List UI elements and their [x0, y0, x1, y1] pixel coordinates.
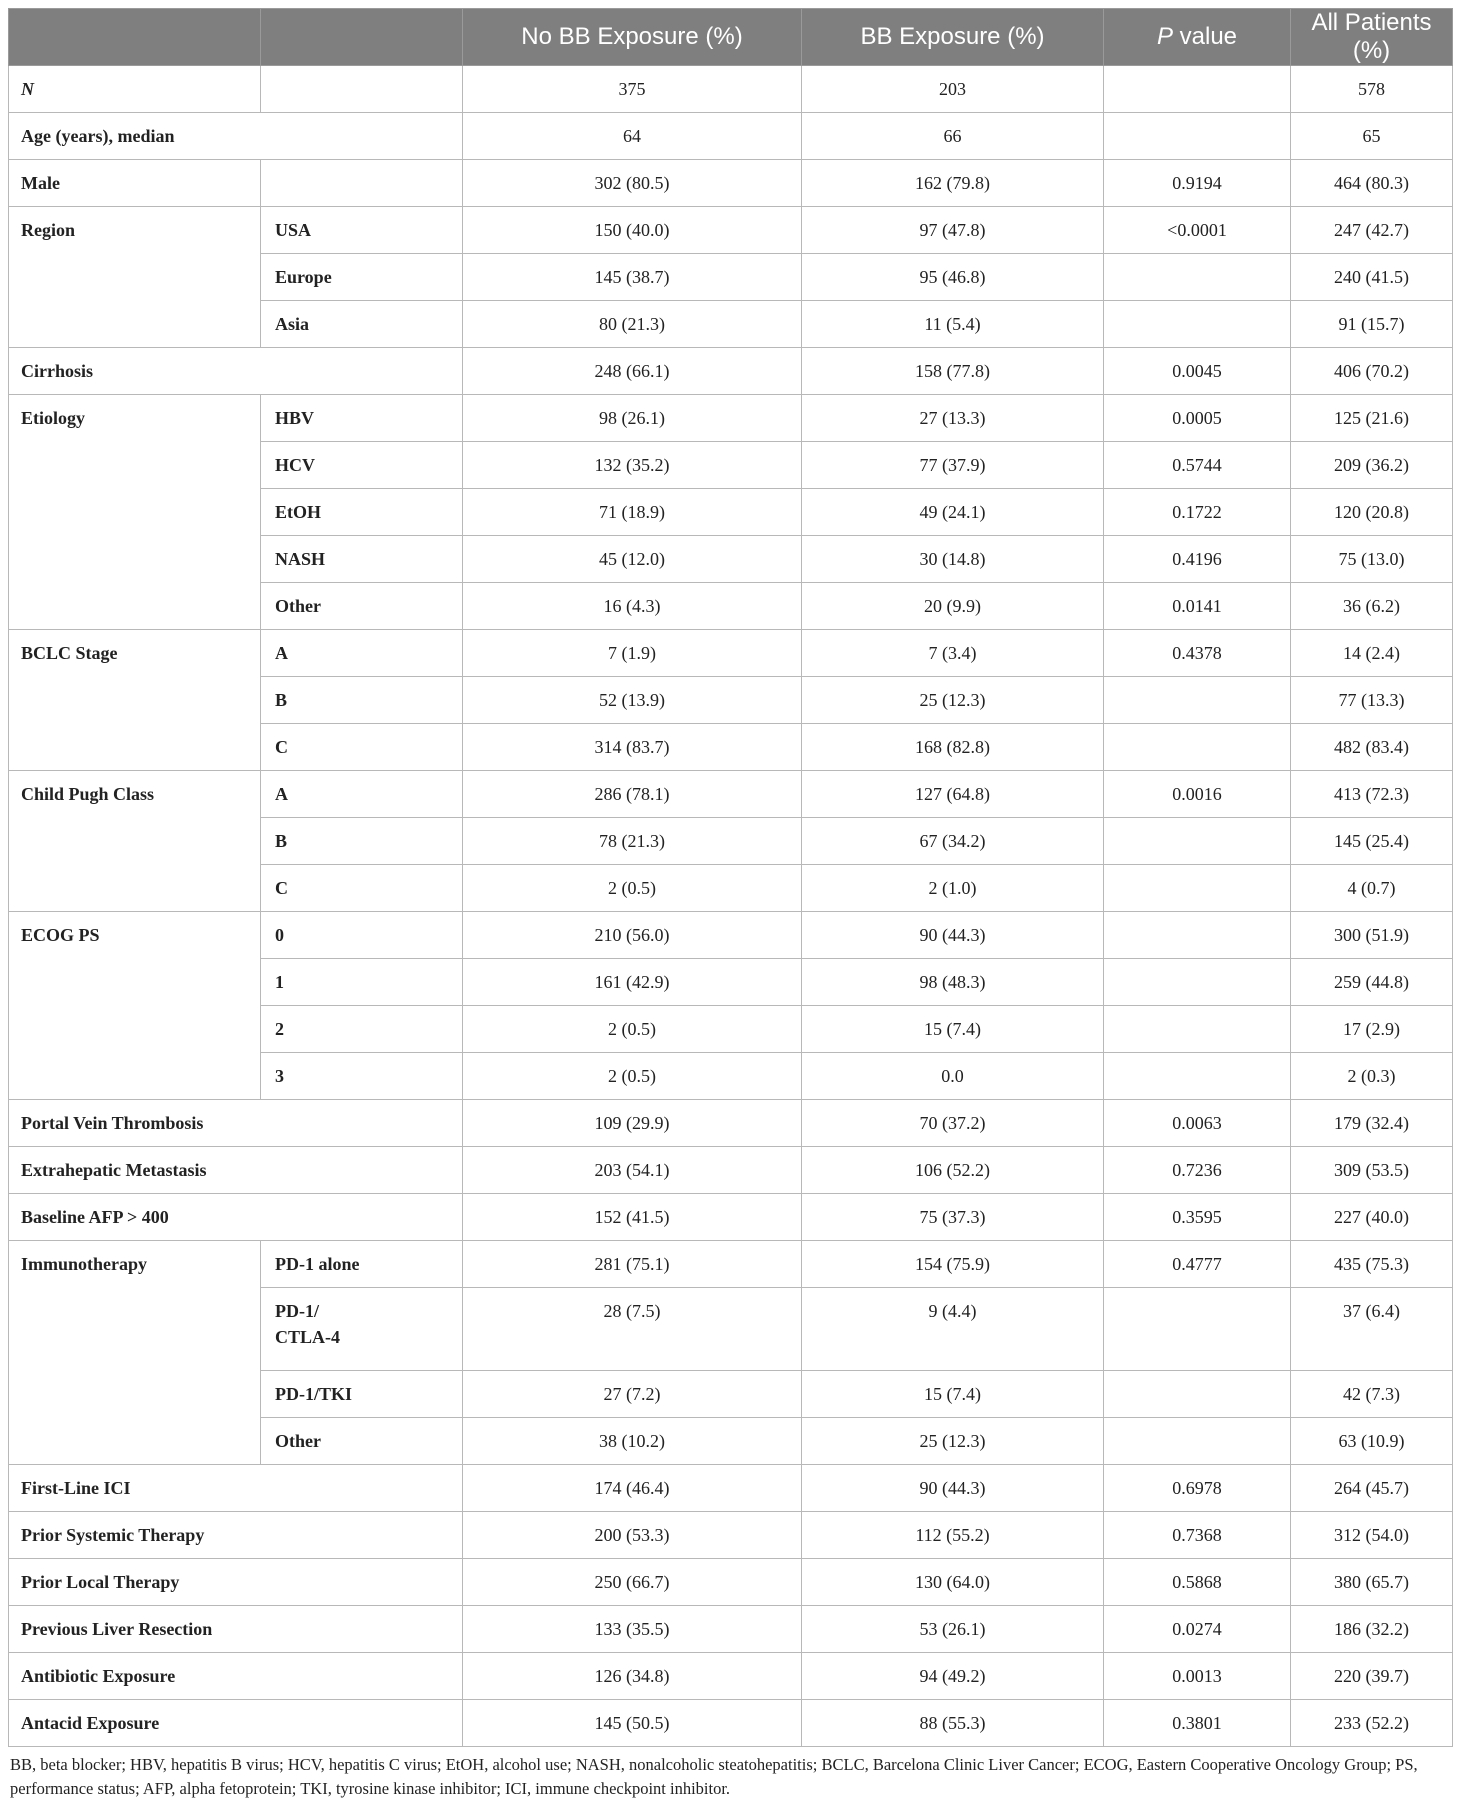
cell-all: 4 (0.7) [1291, 865, 1453, 912]
table-row [9, 1512, 1453, 1559]
cell-bb: 127 (64.8) [802, 771, 1104, 818]
cell-p: 0.4196 [1104, 536, 1291, 583]
cell-all: 145 (25.4) [1291, 818, 1453, 865]
cell-all: 77 (13.3) [1291, 677, 1453, 724]
sub-label: PD-1/ CTLA-4 [261, 1288, 463, 1371]
cell-p [1104, 113, 1291, 160]
row-label: Cirrhosis [9, 348, 463, 395]
cell-no-bb: 174 (46.4) [463, 1465, 802, 1512]
cell-all: 464 (80.3) [1291, 160, 1453, 207]
cell-p [1104, 1288, 1291, 1371]
cell-p [1104, 865, 1291, 912]
cell-all: 36 (6.2) [1291, 583, 1453, 630]
cell-p [1104, 1371, 1291, 1418]
cell-bb: 106 (52.2) [802, 1147, 1104, 1194]
cell-no-bb: 302 (80.5) [463, 160, 802, 207]
cell-all: 259 (44.8) [1291, 959, 1453, 1006]
cell-all: 406 (70.2) [1291, 348, 1453, 395]
sub-label: Europe [261, 254, 463, 301]
cell-bb: 30 (14.8) [802, 536, 1104, 583]
row-label: Antibiotic Exposure [9, 1653, 463, 1700]
cell-no-bb: 200 (53.3) [463, 1512, 802, 1559]
cell-no-bb: 109 (29.9) [463, 1100, 802, 1147]
cell-bb: 49 (24.1) [802, 489, 1104, 536]
cell-no-bb: 250 (66.7) [463, 1559, 802, 1606]
row-label: Child Pugh Class [9, 771, 261, 912]
header-empty-2 [261, 9, 463, 66]
table-row [9, 113, 1453, 160]
sub-label: C [261, 865, 463, 912]
cell-p [1104, 301, 1291, 348]
cell-bb: 98 (48.3) [802, 959, 1104, 1006]
cell-all: 42 (7.3) [1291, 1371, 1453, 1418]
cell-all: 578 [1291, 66, 1453, 113]
cell-p: 0.0063 [1104, 1100, 1291, 1147]
table-row [9, 1100, 1453, 1147]
cell-no-bb: 210 (56.0) [463, 912, 802, 959]
cell-no-bb: 150 (40.0) [463, 207, 802, 254]
sub-label: B [261, 818, 463, 865]
sub-label: 0 [261, 912, 463, 959]
table-footnote: BB, beta blocker; HBV, hepatitis B virus; HCV, hepatitis C virus; EtOH, alcohol use; NASH, nonalcoholic steatohepatitis; BCLC, Barcelona Clinic Liver Cancer; ECOG, Eastern Cooperative Oncology Group; PS, performance status; AFP, alpha fetoprotein; TKI, tyrosine kinase inhibitor; ICI, immune checkpoint inhibitor. [10, 1755, 1418, 1798]
cell-p [1104, 254, 1291, 301]
row-label: Prior Systemic Therapy [9, 1512, 463, 1559]
cell-p: 0.0141 [1104, 583, 1291, 630]
row-label: Portal Vein Thrombosis [9, 1100, 463, 1147]
header-p-italic: P [1156, 23, 1173, 50]
sub-label: NASH [261, 536, 463, 583]
cell-all: 37 (6.4) [1291, 1288, 1453, 1371]
cell-bb: 130 (64.0) [802, 1559, 1104, 1606]
cell-p: 0.0005 [1104, 395, 1291, 442]
sub-label: USA [261, 207, 463, 254]
cell-p [1104, 66, 1291, 113]
sub-label: 3 [261, 1053, 463, 1100]
cell-p: 0.6978 [1104, 1465, 1291, 1512]
cell-bb: 70 (37.2) [802, 1100, 1104, 1147]
cell-no-bb: 2 (0.5) [463, 1053, 802, 1100]
row-label: Previous Liver Resection [9, 1606, 463, 1653]
cell-p: <0.0001 [1104, 207, 1291, 254]
cell-p: 0.0274 [1104, 1606, 1291, 1653]
cell-bb: 88 (55.3) [802, 1700, 1104, 1747]
sub-label: C [261, 724, 463, 771]
sub-label: Asia [261, 301, 463, 348]
cell-bb: 158 (77.8) [802, 348, 1104, 395]
cell-no-bb: 2 (0.5) [463, 1006, 802, 1053]
cell-no-bb: 133 (35.5) [463, 1606, 802, 1653]
table-row [9, 1653, 1453, 1700]
table-row [9, 1465, 1453, 1512]
cell-all: 227 (40.0) [1291, 1194, 1453, 1241]
cell-bb: 168 (82.8) [802, 724, 1104, 771]
cell-bb: 15 (7.4) [802, 1006, 1104, 1053]
cell-bb: 27 (13.3) [802, 395, 1104, 442]
row-label: Etiology [9, 395, 261, 630]
cell-bb: 90 (44.3) [802, 1465, 1104, 1512]
table-row [9, 1241, 1453, 1288]
cell-bb: 25 (12.3) [802, 1418, 1104, 1465]
table-row [9, 395, 1453, 442]
row-label: Prior Local Therapy [9, 1559, 463, 1606]
cell-bb: 15 (7.4) [802, 1371, 1104, 1418]
cell-p [1104, 677, 1291, 724]
table-row [9, 1194, 1453, 1241]
cell-all: 120 (20.8) [1291, 489, 1453, 536]
cell-p: 0.4777 [1104, 1241, 1291, 1288]
cell-all: 75 (13.0) [1291, 536, 1453, 583]
cell-p [1104, 1053, 1291, 1100]
cell-all: 17 (2.9) [1291, 1006, 1453, 1053]
cell-p: 0.0016 [1104, 771, 1291, 818]
cell-no-bb: 314 (83.7) [463, 724, 802, 771]
cell-bb: 203 [802, 66, 1104, 113]
header-row [9, 9, 1453, 66]
cell-no-bb: 248 (66.1) [463, 348, 802, 395]
table-row [9, 630, 1453, 677]
cell-all: 309 (53.5) [1291, 1147, 1453, 1194]
cell-no-bb: 38 (10.2) [463, 1418, 802, 1465]
row-label: Immunotherapy [9, 1241, 261, 1465]
cell-no-bb: 152 (41.5) [463, 1194, 802, 1241]
cell-no-bb: 7 (1.9) [463, 630, 802, 677]
cell-all: 233 (52.2) [1291, 1700, 1453, 1747]
cell-p [1104, 959, 1291, 1006]
sub-label: PD-1/TKI [261, 1371, 463, 1418]
cell-no-bb: 28 (7.5) [463, 1288, 802, 1371]
table-row [9, 160, 1453, 207]
cell-bb: 97 (47.8) [802, 207, 1104, 254]
row-label: Male [9, 160, 261, 207]
cell-no-bb: 27 (7.2) [463, 1371, 802, 1418]
cell-all: 264 (45.7) [1291, 1465, 1453, 1512]
table-row [9, 207, 1453, 254]
cell-p: 0.7236 [1104, 1147, 1291, 1194]
cell-bb: 67 (34.2) [802, 818, 1104, 865]
cell-bb: 112 (55.2) [802, 1512, 1104, 1559]
cell-p: 0.5868 [1104, 1559, 1291, 1606]
cell-p: 0.5744 [1104, 442, 1291, 489]
header-p-value [1104, 9, 1291, 66]
cell-no-bb: 126 (34.8) [463, 1653, 802, 1700]
sub-label: EtOH [261, 489, 463, 536]
cell-all: 413 (72.3) [1291, 771, 1453, 818]
cell-all: 63 (10.9) [1291, 1418, 1453, 1465]
cell-bb: 94 (49.2) [802, 1653, 1104, 1700]
cell-p: 0.3595 [1104, 1194, 1291, 1241]
table-row [9, 1147, 1453, 1194]
table-row [9, 1606, 1453, 1653]
sub-label: HBV [261, 395, 463, 442]
cell-all: 240 (41.5) [1291, 254, 1453, 301]
sub-label [261, 160, 463, 207]
cell-no-bb: 375 [463, 66, 802, 113]
cell-no-bb: 16 (4.3) [463, 583, 802, 630]
row-label: Antacid Exposure [9, 1700, 463, 1747]
cell-bb: 25 (12.3) [802, 677, 1104, 724]
cell-bb: 77 (37.9) [802, 442, 1104, 489]
cell-no-bb: 2 (0.5) [463, 865, 802, 912]
cell-p: 0.1722 [1104, 489, 1291, 536]
cell-all: 247 (42.7) [1291, 207, 1453, 254]
cell-no-bb: 145 (38.7) [463, 254, 802, 301]
sub-label: A [261, 630, 463, 677]
cell-p: 0.4378 [1104, 630, 1291, 677]
cell-bb: 9 (4.4) [802, 1288, 1104, 1371]
cell-p: 0.9194 [1104, 160, 1291, 207]
cell-bb: 90 (44.3) [802, 912, 1104, 959]
header-all: All Patients (%) [1291, 9, 1453, 66]
cell-p: 0.0045 [1104, 348, 1291, 395]
cell-all: 220 (39.7) [1291, 1653, 1453, 1700]
cell-p [1104, 724, 1291, 771]
cell-no-bb: 80 (21.3) [463, 301, 802, 348]
cell-all: 209 (36.2) [1291, 442, 1453, 489]
header-p-text: value [1179, 23, 1238, 50]
cell-no-bb: 145 (50.5) [463, 1700, 802, 1747]
cell-p [1104, 818, 1291, 865]
row-label: N [9, 66, 261, 113]
row-label: BCLC Stage [9, 630, 261, 771]
header-no-bb: No BB Exposure (%) [463, 9, 802, 66]
sub-label: PD-1 alone [261, 1241, 463, 1288]
sub-label: Other [261, 1418, 463, 1465]
cell-bb: 20 (9.9) [802, 583, 1104, 630]
cell-bb: 162 (79.8) [802, 160, 1104, 207]
cell-all: 300 (51.9) [1291, 912, 1453, 959]
table-row [9, 1700, 1453, 1747]
cell-all: 312 (54.0) [1291, 1512, 1453, 1559]
cell-bb: 75 (37.3) [802, 1194, 1104, 1241]
cell-all: 91 (15.7) [1291, 301, 1453, 348]
sub-label: HCV [261, 442, 463, 489]
cell-bb: 66 [802, 113, 1104, 160]
table-row [9, 66, 1453, 113]
cell-no-bb: 98 (26.1) [463, 395, 802, 442]
cell-all: 179 (32.4) [1291, 1100, 1453, 1147]
cell-p: 0.3801 [1104, 1700, 1291, 1747]
sub-label [261, 66, 463, 113]
cell-no-bb: 45 (12.0) [463, 536, 802, 583]
sub-label: A [261, 771, 463, 818]
cell-bb: 0.0 [802, 1053, 1104, 1100]
cell-no-bb: 161 (42.9) [463, 959, 802, 1006]
cell-all: 435 (75.3) [1291, 1241, 1453, 1288]
cell-p: 0.0013 [1104, 1653, 1291, 1700]
cell-no-bb: 78 (21.3) [463, 818, 802, 865]
header-bb: BB Exposure (%) [802, 9, 1104, 66]
cell-no-bb: 71 (18.9) [463, 489, 802, 536]
cell-no-bb: 64 [463, 113, 802, 160]
cell-all: 482 (83.4) [1291, 724, 1453, 771]
sub-label: B [261, 677, 463, 724]
row-label: Baseline AFP > 400 [9, 1194, 463, 1241]
sub-label: Other [261, 583, 463, 630]
table-row [9, 912, 1453, 959]
cell-no-bb: 281 (75.1) [463, 1241, 802, 1288]
cell-no-bb: 52 (13.9) [463, 677, 802, 724]
table-container [8, 8, 1452, 1801]
cell-bb: 95 (46.8) [802, 254, 1104, 301]
row-label: Age (years), median [9, 113, 463, 160]
cell-p [1104, 1006, 1291, 1053]
row-label: Region [9, 207, 261, 348]
cell-all: 2 (0.3) [1291, 1053, 1453, 1100]
cell-no-bb: 286 (78.1) [463, 771, 802, 818]
cell-no-bb: 203 (54.1) [463, 1147, 802, 1194]
cell-bb: 11 (5.4) [802, 301, 1104, 348]
header-empty-1 [9, 9, 261, 66]
table-row [9, 771, 1453, 818]
table-row [9, 348, 1453, 395]
cell-p: 0.7368 [1104, 1512, 1291, 1559]
table-row [9, 1559, 1453, 1606]
baseline-characteristics-table [8, 8, 1453, 1747]
cell-bb: 2 (1.0) [802, 865, 1104, 912]
cell-p [1104, 1418, 1291, 1465]
cell-p [1104, 912, 1291, 959]
cell-bb: 154 (75.9) [802, 1241, 1104, 1288]
row-label: ECOG PS [9, 912, 261, 1100]
cell-all: 380 (65.7) [1291, 1559, 1453, 1606]
cell-bb: 7 (3.4) [802, 630, 1104, 677]
cell-all: 186 (32.2) [1291, 1606, 1453, 1653]
cell-all: 125 (21.6) [1291, 395, 1453, 442]
cell-bb: 53 (26.1) [802, 1606, 1104, 1653]
cell-all: 14 (2.4) [1291, 630, 1453, 677]
sub-label: 1 [261, 959, 463, 1006]
row-label: First-Line ICI [9, 1465, 463, 1512]
cell-no-bb: 132 (35.2) [463, 442, 802, 489]
row-label: Extrahepatic Metastasis [9, 1147, 463, 1194]
cell-all: 65 [1291, 113, 1453, 160]
sub-label: 2 [261, 1006, 463, 1053]
